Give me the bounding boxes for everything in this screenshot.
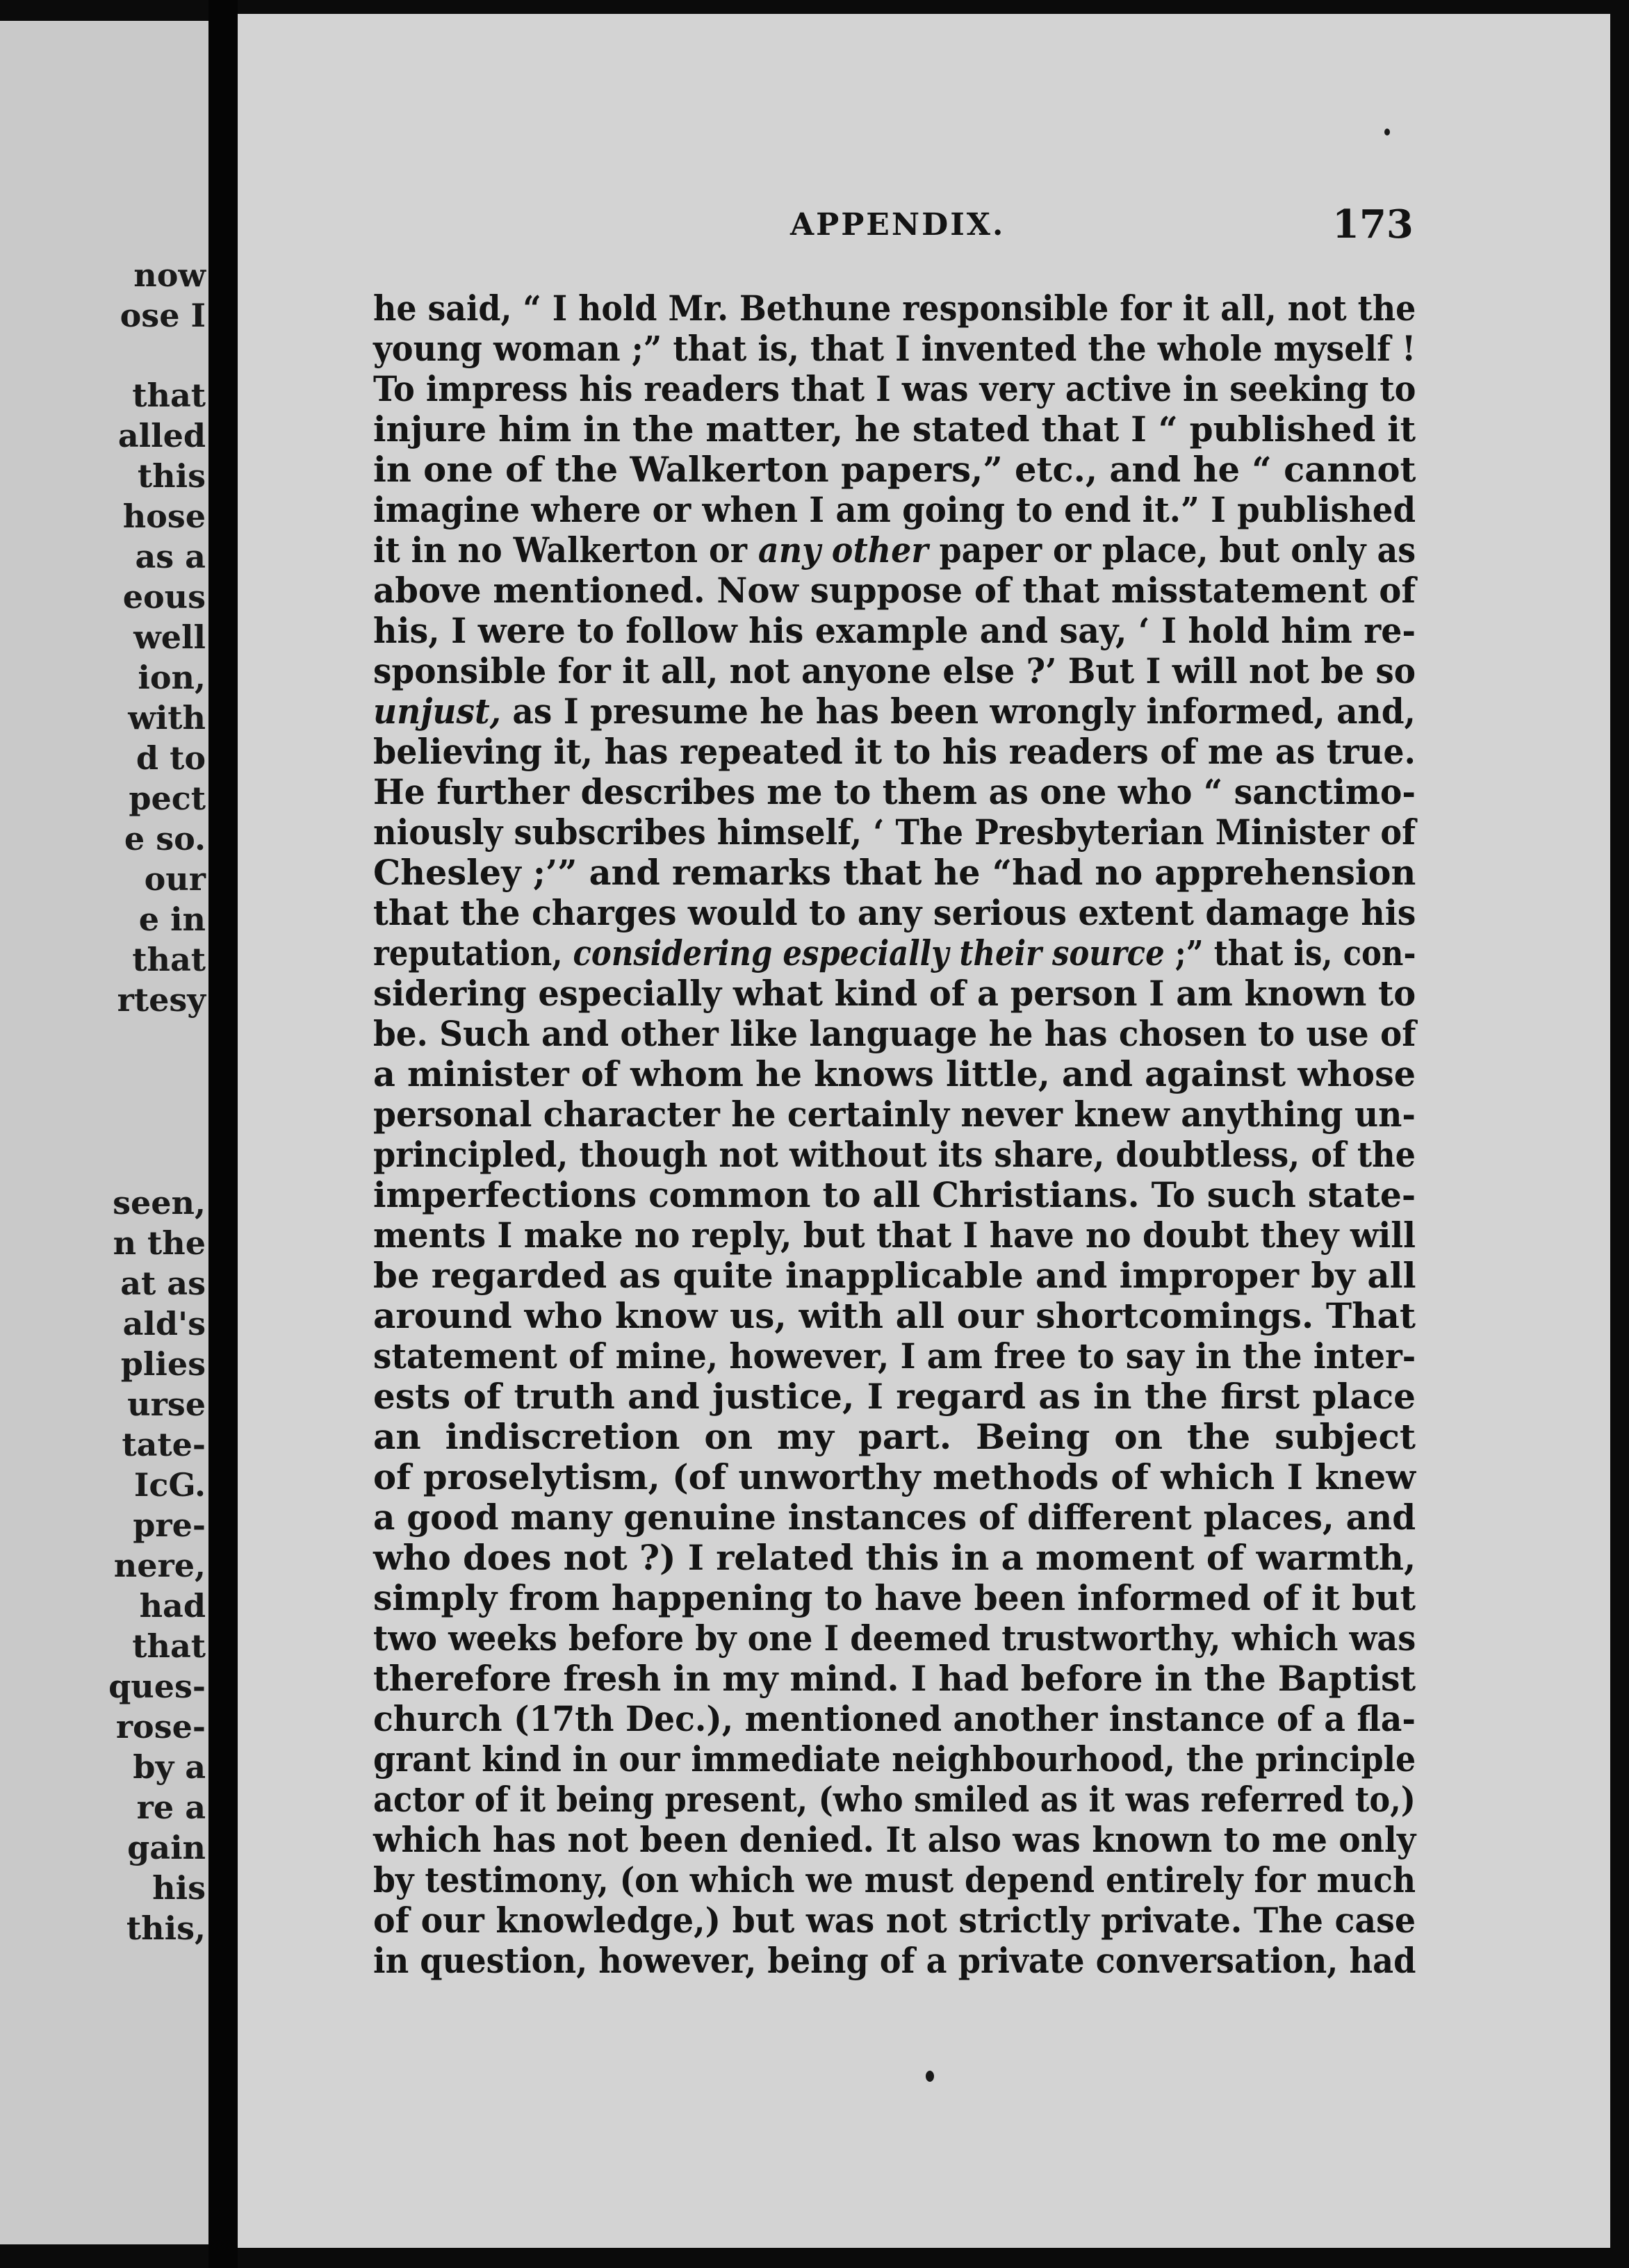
- text-run: grant kind in our immediate neighbourhood, the principle: [373, 1739, 1416, 1780]
- text-line: [373, 691, 1416, 732]
- facing-page-line: IcG.: [133, 1466, 206, 1504]
- facing-page-line: nere,: [113, 1547, 206, 1584]
- facing-page-line: this: [137, 457, 206, 495]
- text-line: [373, 1417, 1416, 1457]
- text-line: [373, 1256, 1416, 1296]
- facing-page-line: that: [132, 941, 206, 978]
- facing-page-line: ion,: [138, 659, 206, 696]
- text-line: [373, 1860, 1416, 1900]
- facing-page-line: alled: [117, 417, 206, 454]
- facing-page-line: rose-: [115, 1708, 206, 1745]
- facing-page-line: pre-: [133, 1506, 206, 1544]
- text-run: reputation,: [373, 932, 573, 973]
- ink-speck: [926, 2071, 934, 2082]
- text-run: imagine where or when I am going to end it.” I published: [373, 489, 1416, 530]
- text-run: personal character he certainly never knew anything un-: [373, 1094, 1416, 1135]
- text-line: [373, 611, 1416, 651]
- text-line: [373, 1578, 1416, 1618]
- facing-page-fragment: [0, 21, 208, 2244]
- facing-page-line: urse: [127, 1386, 206, 1423]
- text-run: ;” that is, con-: [1164, 932, 1416, 973]
- text-run: it in no Walkerton or: [373, 529, 758, 570]
- facing-page-line: e so.: [124, 820, 206, 857]
- ink-speck: [1384, 129, 1390, 135]
- text-line: [373, 812, 1416, 853]
- facing-page-line: ald's: [122, 1305, 206, 1342]
- text-run: a minister of whom he knows little, and against whose: [373, 1053, 1416, 1094]
- text-run: church (17th Dec.), mentioned another instance of a fla-: [373, 1698, 1416, 1739]
- facing-page-line: that: [132, 1627, 206, 1665]
- facing-page-line: our: [144, 860, 206, 898]
- text-line: [373, 1900, 1416, 1941]
- facing-page-line: e in: [138, 901, 206, 938]
- text-line: [373, 288, 1416, 329]
- text-line: [373, 1377, 1416, 1417]
- text-line: [373, 853, 1416, 893]
- text-run: be regarded as quite inapplicable and improper by all: [373, 1255, 1416, 1296]
- text-run: ests of truth and justice, I regard as in the first place: [373, 1376, 1416, 1417]
- facing-page-line: eous: [122, 578, 206, 616]
- text-line: [373, 329, 1416, 369]
- text-run: therefore fresh in my mind. I had before in the Baptist: [373, 1658, 1416, 1699]
- facing-page-line: seen,: [113, 1184, 206, 1222]
- italic-text: considering especially their source: [573, 932, 1165, 973]
- text-run: imperfections common to all Christians. To such state-: [373, 1174, 1416, 1215]
- text-run: believing it, has repeated it to his readers of me as true.: [373, 731, 1416, 772]
- facing-page-line: well: [133, 618, 206, 656]
- text-line: [373, 1175, 1416, 1215]
- text-line: [373, 1618, 1416, 1659]
- text-run: paper or place, but only as: [928, 529, 1416, 570]
- facing-page-line: n the: [113, 1224, 206, 1262]
- italic-text: unjust,: [373, 691, 502, 732]
- text-run: be. Such and other like language he has chosen to use of: [373, 1013, 1416, 1054]
- text-run: of proselytism, (of unworthy methods of which I knew: [373, 1456, 1416, 1497]
- text-line: [373, 893, 1416, 933]
- facing-page-line: gain: [127, 1829, 206, 1866]
- facing-page-line: tate-: [122, 1426, 206, 1463]
- facing-page-line: this,: [126, 1909, 206, 1947]
- text-line: [373, 409, 1416, 450]
- text-line: [373, 1135, 1416, 1175]
- page-173: [238, 14, 1610, 2248]
- text-run: principled, though not without its share, doubtless, of the: [373, 1134, 1416, 1175]
- text-run: Chesley ;’” and remarks that he “had no apprehension: [373, 852, 1416, 893]
- facing-page-line: hose: [122, 498, 206, 535]
- facing-page-line: at as: [120, 1265, 206, 1302]
- facing-page-line: with: [128, 699, 206, 737]
- text-line: [373, 1054, 1416, 1094]
- text-run: around who know us, with all our shortcomings. That: [373, 1295, 1416, 1336]
- text-run: To impress his readers that I was very active in seeking to: [373, 368, 1416, 409]
- facing-page-line: rtesy: [117, 981, 206, 1019]
- facing-page-line: had: [139, 1587, 206, 1625]
- text-line: [373, 1497, 1416, 1538]
- text-line: [373, 1941, 1416, 1981]
- text-line: [373, 933, 1416, 973]
- text-run: statement of mine, however, I am free to say in the inter-: [373, 1336, 1416, 1377]
- facing-page-line: pect: [129, 780, 206, 817]
- facing-page-line: his: [152, 1869, 206, 1907]
- facing-page-line: plies: [120, 1345, 206, 1383]
- text-run: of our knowledge,) but was not strictly private. The case: [373, 1900, 1416, 1941]
- italic-text: any other: [758, 529, 928, 570]
- text-run: who does not ?) I related this in a moment of warmth,: [373, 1537, 1416, 1578]
- text-line: [373, 732, 1416, 772]
- facing-page-line: by a: [133, 1748, 206, 1786]
- text-run: which has not been denied. It also was known to me only: [373, 1819, 1416, 1860]
- text-run: niously subscribes himself, ‘ The Presbyterian Minister of: [373, 812, 1416, 853]
- text-line: [373, 1215, 1416, 1256]
- text-line: [373, 772, 1416, 812]
- text-run: simply from happening to have been informed of it but: [373, 1577, 1416, 1618]
- body-text: [373, 288, 1416, 1981]
- text-line: [373, 1014, 1416, 1054]
- facing-page-line: re a: [136, 1789, 206, 1826]
- text-run: that the charges would to any serious extent damage his: [373, 892, 1416, 933]
- facing-page-line: now: [133, 256, 206, 294]
- text-line: [373, 973, 1416, 1014]
- page-header: [238, 202, 1461, 257]
- text-line: [373, 570, 1416, 611]
- text-line: [373, 1699, 1416, 1739]
- text-run: injure him in the matter, he stated that I “ published it: [373, 409, 1416, 450]
- page-number: 173: [1332, 202, 1414, 247]
- text-line: [373, 450, 1416, 490]
- text-line: [373, 1336, 1416, 1377]
- text-line: [373, 1739, 1416, 1780]
- text-run: a good many genuine instances of different places, and: [373, 1497, 1416, 1538]
- text-run: He further describes me to them as one who “ sanctimo-: [373, 771, 1416, 812]
- text-run: above mentioned. Now suppose of that misstatement of: [373, 570, 1416, 611]
- text-line: [373, 1538, 1416, 1578]
- facing-page-line: as a: [135, 538, 206, 575]
- text-run: ments I make no reply, but that I have no doubt they will: [373, 1215, 1416, 1256]
- text-run: in one of the Walkerton papers,” etc., and he “ cannot: [373, 449, 1416, 490]
- text-line: [373, 530, 1416, 570]
- text-run: in question, however, being of a private conversation, had: [373, 1940, 1416, 1981]
- text-run: sidering especially what kind of a person I am known to: [373, 973, 1416, 1014]
- text-run: sponsible for it all, not anyone else ?’ But I will not be so: [373, 650, 1416, 691]
- facing-page-line: ques-: [108, 1668, 206, 1705]
- text-run: he said, “ I hold Mr. Bethune responsible for it all, not the: [373, 288, 1416, 329]
- text-line: [373, 1296, 1416, 1336]
- text-line: [373, 1820, 1416, 1860]
- text-line: [373, 651, 1416, 691]
- text-run: young woman ;” that is, that I invented the whole myself !: [373, 328, 1416, 369]
- text-run: an indiscretion on my part. Being on the subject: [373, 1416, 1416, 1457]
- text-line: [373, 1780, 1416, 1820]
- book-gutter: [208, 0, 238, 2268]
- facing-page-line: d to: [136, 739, 206, 777]
- facing-page-line: that: [132, 377, 206, 414]
- text-run: his, I were to follow his example and say, ‘ I hold him re-: [373, 610, 1416, 651]
- text-line: [373, 1457, 1416, 1497]
- text-line: [373, 369, 1416, 409]
- text-line: [373, 1094, 1416, 1135]
- text-line: [373, 490, 1416, 530]
- running-head: APPENDIX.: [790, 207, 1006, 243]
- text-line: [373, 1659, 1416, 1699]
- text-run: actor of it being present, (who smiled as it was referred to,): [373, 1779, 1416, 1820]
- text-run: two weeks before by one I deemed trustworthy, which was: [373, 1618, 1416, 1659]
- facing-page-line: ose I: [120, 297, 206, 334]
- text-run: as I presume he has been wrongly informed, and,: [501, 691, 1416, 732]
- text-run: by testimony, (on which we must depend entirely for much: [373, 1859, 1416, 1900]
